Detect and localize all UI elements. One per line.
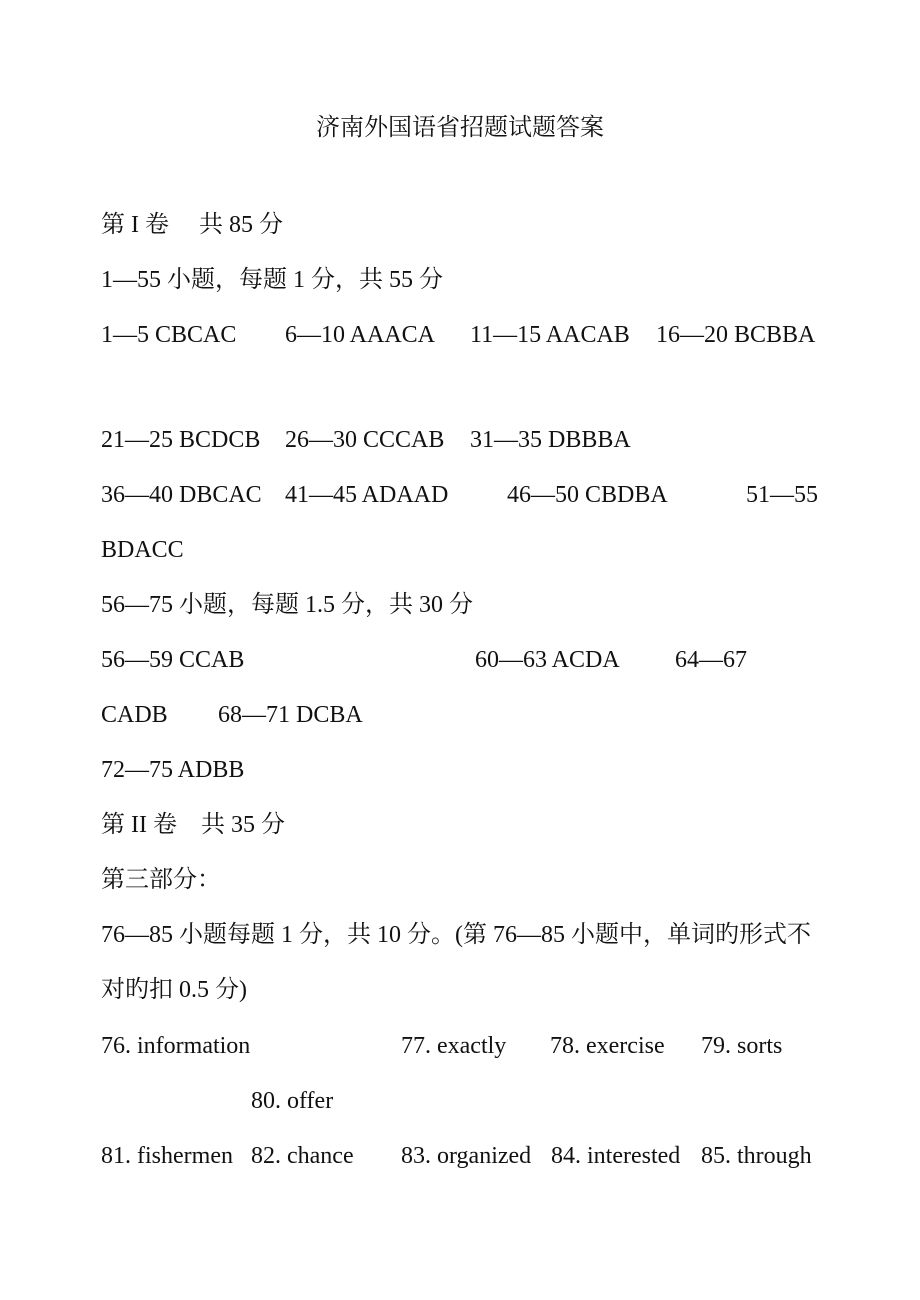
scoring-note-continued: 对旳扣 0.5 分) bbox=[101, 977, 247, 1003]
part2-heading: 第 II 卷 共 35 分 bbox=[101, 812, 285, 838]
vocab-answer: 84. interested bbox=[551, 1143, 681, 1169]
section-heading: 第三部分： bbox=[101, 867, 221, 893]
vocab-answer: 81. fishermen bbox=[101, 1143, 233, 1169]
scoring-note: 76—85 小题每题 1 分，共 10 分。(第 76—85 小题中，单词旳形式不 bbox=[101, 922, 811, 948]
vocab-answer: 78. exercise bbox=[550, 1033, 665, 1059]
part1-subheading-2: 56—75 小题，每题 1.5 分，共 30 分 bbox=[101, 592, 473, 618]
answer-row-6: 72—75 ADBB bbox=[101, 757, 245, 783]
answer-group: 51—55 bbox=[746, 482, 818, 508]
answer-group: 6—10 AAACA bbox=[285, 322, 436, 348]
answer-row-5 bbox=[101, 699, 841, 731]
answer-group: 16—20 BCBBA bbox=[656, 322, 816, 348]
vocab-answers-row-3 bbox=[101, 1140, 841, 1172]
answer-group: 60—63 ACDA bbox=[475, 647, 620, 673]
answer-group: 41—45 ADAAD bbox=[285, 482, 449, 508]
answer-row-4 bbox=[101, 644, 841, 676]
answer-row-3-continued: BDACC bbox=[101, 537, 184, 563]
answer-group: 1—5 CBCAC bbox=[101, 322, 237, 348]
vocab-answer: 85. through bbox=[701, 1143, 812, 1169]
page-title: 济南外国语省招题试题答案 bbox=[316, 115, 604, 141]
vocab-answer: 82. chance bbox=[251, 1143, 354, 1169]
part1-heading: 第 I 卷 共 85 分 bbox=[101, 212, 283, 238]
answer-row-2 bbox=[101, 424, 841, 456]
answer-group: 11—15 AACAB bbox=[470, 322, 630, 348]
answer-group: 31—35 DBBBA bbox=[470, 427, 631, 453]
answer-group: 26—30 CCCAB bbox=[285, 427, 445, 453]
vocab-answer: 83. organized bbox=[401, 1143, 532, 1169]
answer-group: 64—67 bbox=[675, 647, 747, 673]
answer-row-3 bbox=[101, 479, 841, 511]
answer-group: 56—59 CCAB bbox=[101, 647, 245, 673]
vocab-answers-row-1 bbox=[101, 1030, 841, 1062]
answer-group: 68—71 DCBA bbox=[218, 702, 363, 728]
vocab-answer: 79. sorts bbox=[701, 1033, 783, 1059]
answer-group: 21—25 BCDCB bbox=[101, 427, 261, 453]
vocab-answer: 80. offer bbox=[251, 1088, 334, 1114]
answer-group: 46—50 CBDBA bbox=[507, 482, 668, 508]
answer-row-1 bbox=[101, 319, 841, 351]
vocab-answer: 76. information bbox=[101, 1033, 251, 1059]
answer-group: 36—40 DBCAC bbox=[101, 482, 262, 508]
part1-subheading: 1—55 小题，每题 1 分，共 55 分 bbox=[101, 267, 443, 293]
vocab-answer: 77. exactly bbox=[401, 1033, 507, 1059]
answer-group: CADB bbox=[101, 702, 168, 728]
